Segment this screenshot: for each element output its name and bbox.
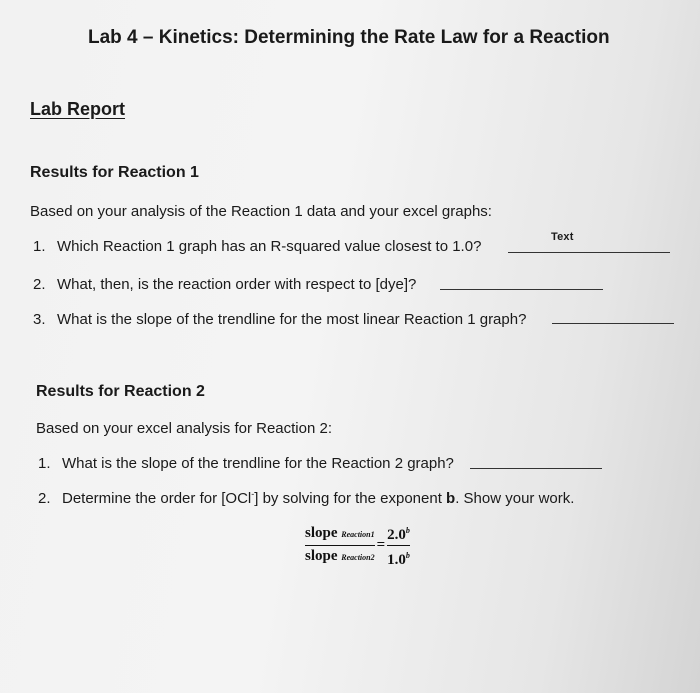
reaction1-intro: Based on your analysis of the Reaction 1 data and your excel graphs: — [30, 203, 492, 220]
slope-ratio-formula — [305, 522, 410, 569]
question-text: What is the slope of the trendline for the Reaction 2 graph? — [62, 455, 454, 472]
question-text: Which Reaction 1 graph has an R-squared value closest to 1.0? — [57, 238, 482, 255]
reaction2-question-2 — [38, 489, 574, 507]
question-number: 2. — [38, 490, 51, 507]
reaction1-answer-1-line[interactable] — [508, 252, 670, 253]
reaction1-question-3 — [33, 311, 526, 328]
reaction1-question-2 — [33, 276, 416, 293]
reaction1-question-1 — [33, 238, 481, 255]
slope-fraction: $\frac{\text{slope Reaction1}}{\text{slope Reaction2}}$ — [305, 525, 375, 564]
reaction2-question-1 — [38, 455, 454, 472]
question-number: 2. — [33, 276, 46, 293]
lab-report-heading: Lab Report — [30, 99, 126, 119]
reaction2-heading: Results for Reaction 2 — [36, 383, 205, 400]
reaction2-intro: Based on your excel analysis for Reaction 2: — [36, 420, 332, 437]
question-text: What is the slope of the trendline for the most linear Reaction 1 graph? — [57, 311, 527, 328]
ratio-fraction: $\frac{2.0^b}{1.0^b}$ — [387, 526, 410, 568]
equals-sign: = — [376, 537, 386, 553]
reaction1-heading: Results for Reaction 1 — [30, 164, 199, 181]
question-text: What, then, is the reaction order with respect to [dye]? — [57, 276, 417, 293]
page-title: Lab 4 – Kinetics: Determining the Rate Law for a Reaction — [88, 27, 610, 48]
question-text: Determine the order for [OCl-] by solving for the exponent b. Show your work. — [62, 489, 575, 507]
reaction1-answer-1-text[interactable]: Text — [551, 231, 574, 243]
question-number: 3. — [33, 311, 46, 328]
reaction1-answer-2-line[interactable] — [440, 289, 603, 290]
question-number: 1. — [33, 238, 46, 255]
question-number: 1. — [38, 455, 51, 472]
reaction1-answer-3-line[interactable] — [552, 323, 674, 324]
reaction2-answer-1-line[interactable] — [470, 468, 602, 469]
